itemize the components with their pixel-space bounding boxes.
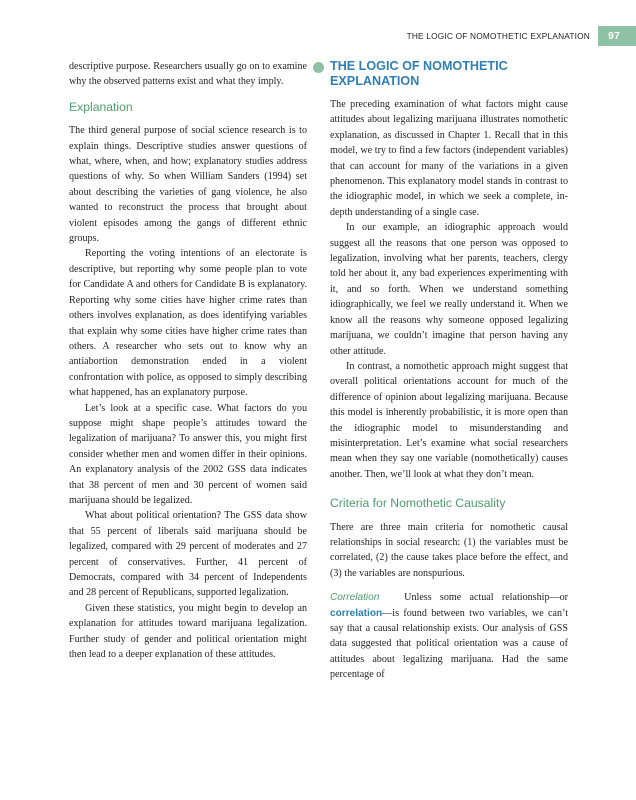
text-fragment: Unless some actual relationship—or (404, 592, 568, 604)
paragraph: Given these statistics, you might begin to develop an explanation for attitudes toward marijuana legalization. Further study of gender and political orientation might then lead to a deeper explanation of these attitudes. (69, 602, 307, 661)
subsection-heading-criteria: Criteria for Nomothetic Causality (330, 496, 506, 511)
paragraph: Let’s look at a specific case. What factors do you suppose might shape people’s attitudes toward the legalization of marijuana? To answer this, you might first consider whether men and women differ in their opinions. An explanatory analysis of the 2002 GSS data indicates that 38 percent of men and 30 percent of women said marijuana should be legalized. (69, 402, 307, 506)
paragraph: There are three main criteria for nomothetic causal relationships in social research: (1) the variables must be correlated, (2) the cause takes place before the effect, and (3) the variables are nonspurious. (330, 521, 568, 579)
paragraph: What about political orientation? The GSS data show that 55 percent of liberals said marijuana should be legalized, compared with 29 percent of moderates and 27 percent of conservatives. Further, 41 percent of Democrats, compared with 34 percent of Independents and 28 percent of Republicans, supported legalization. (69, 510, 307, 599)
bullet-icon (313, 62, 324, 73)
page-header (407, 26, 636, 46)
paragraph: The third general purpose of social science research is to explain things. Descriptive studies answer questions of what, where, when, and how; explanatory studies address questions of why. So when William Sanders (1994) set about describing the varieties of gang violence, he also wanted to reconstruct the process that brought about violent episodes among the gangs of different ethnic groups. (69, 125, 307, 245)
paragraph: In contrast, a nomothetic approach might suggest that overall political orientations account for much of the difference of opinion about legalizing marijuana. Because this model is inherently probabilistic, it is more open than the idiographic model to misunderstanding and misinterpretation. Let’s examine what social researchers mean when they say one variable (nomothetically) causes another. Then, we’ll look at what they don’t mean. (330, 360, 568, 480)
key-term: correlation (330, 607, 383, 619)
text-fragment: —is found between two variables, we can’t say that a causal relationship exists. Our analysis of GSS data suggested that political orientation was a cause of attitudes about legalizing marijuana. Had the same percentage of (330, 607, 568, 681)
paragraph: descriptive purpose. Researchers usually go on to examine why the observed patterns exist and what they imply. (69, 61, 307, 88)
running-head: THE LOGIC OF NOMOTHETIC EXPLANATION (406, 31, 590, 41)
page-number: 97 (598, 26, 636, 46)
paragraph: The preceding examination of what factors might cause attitudes about legalizing marijuana illustrates nomothetic explanation, as discussed in Chapter 1. Recall that in this model, we try to find a few factors (independent variables) that can account for many of the variations in a given phenomenon. This explanatory model stands in contrast to the idiographic model, in which we seek a complete, in-depth understanding of a single case. (330, 99, 568, 218)
runin-label: Correlation (330, 592, 380, 604)
right-column (330, 59, 568, 683)
heading-line: THE LOGIC OF NOMOTHETIC (330, 59, 508, 73)
chapter-section-heading (330, 59, 568, 88)
paragraph: Reporting the voting intentions of an electorate is descriptive, but reporting why some people plan to vote for Candidate A and others for Candidate B is explanatory. Reporting why some cities have higher crime rates than others involves explanation, as does identifying variables that explain why some cities have higher crime rates than others. A researcher who sets out to know why an antiabortion demonstration ended in a violent confrontation with police, as opposed to simply describing what happened, has an explanatory purpose. (69, 248, 307, 399)
paragraph: In our example, an idiographic approach would suggest all the reasons that one person was opposed to legalization, involving what her parents, teachers, clergy told her about it, any bad experiences experimenting with it, and so forth. When we understand something idiographically, we feel we really understand it. When we know all the reasons why someone opposed legalizing marijuana, we couldn’t imagine that person having any other attitude. (330, 222, 568, 357)
left-column (69, 59, 307, 662)
paragraph-correlation (330, 590, 568, 682)
section-heading-explanation: Explanation (69, 99, 133, 114)
heading-line: EXPLANATION (330, 73, 420, 88)
